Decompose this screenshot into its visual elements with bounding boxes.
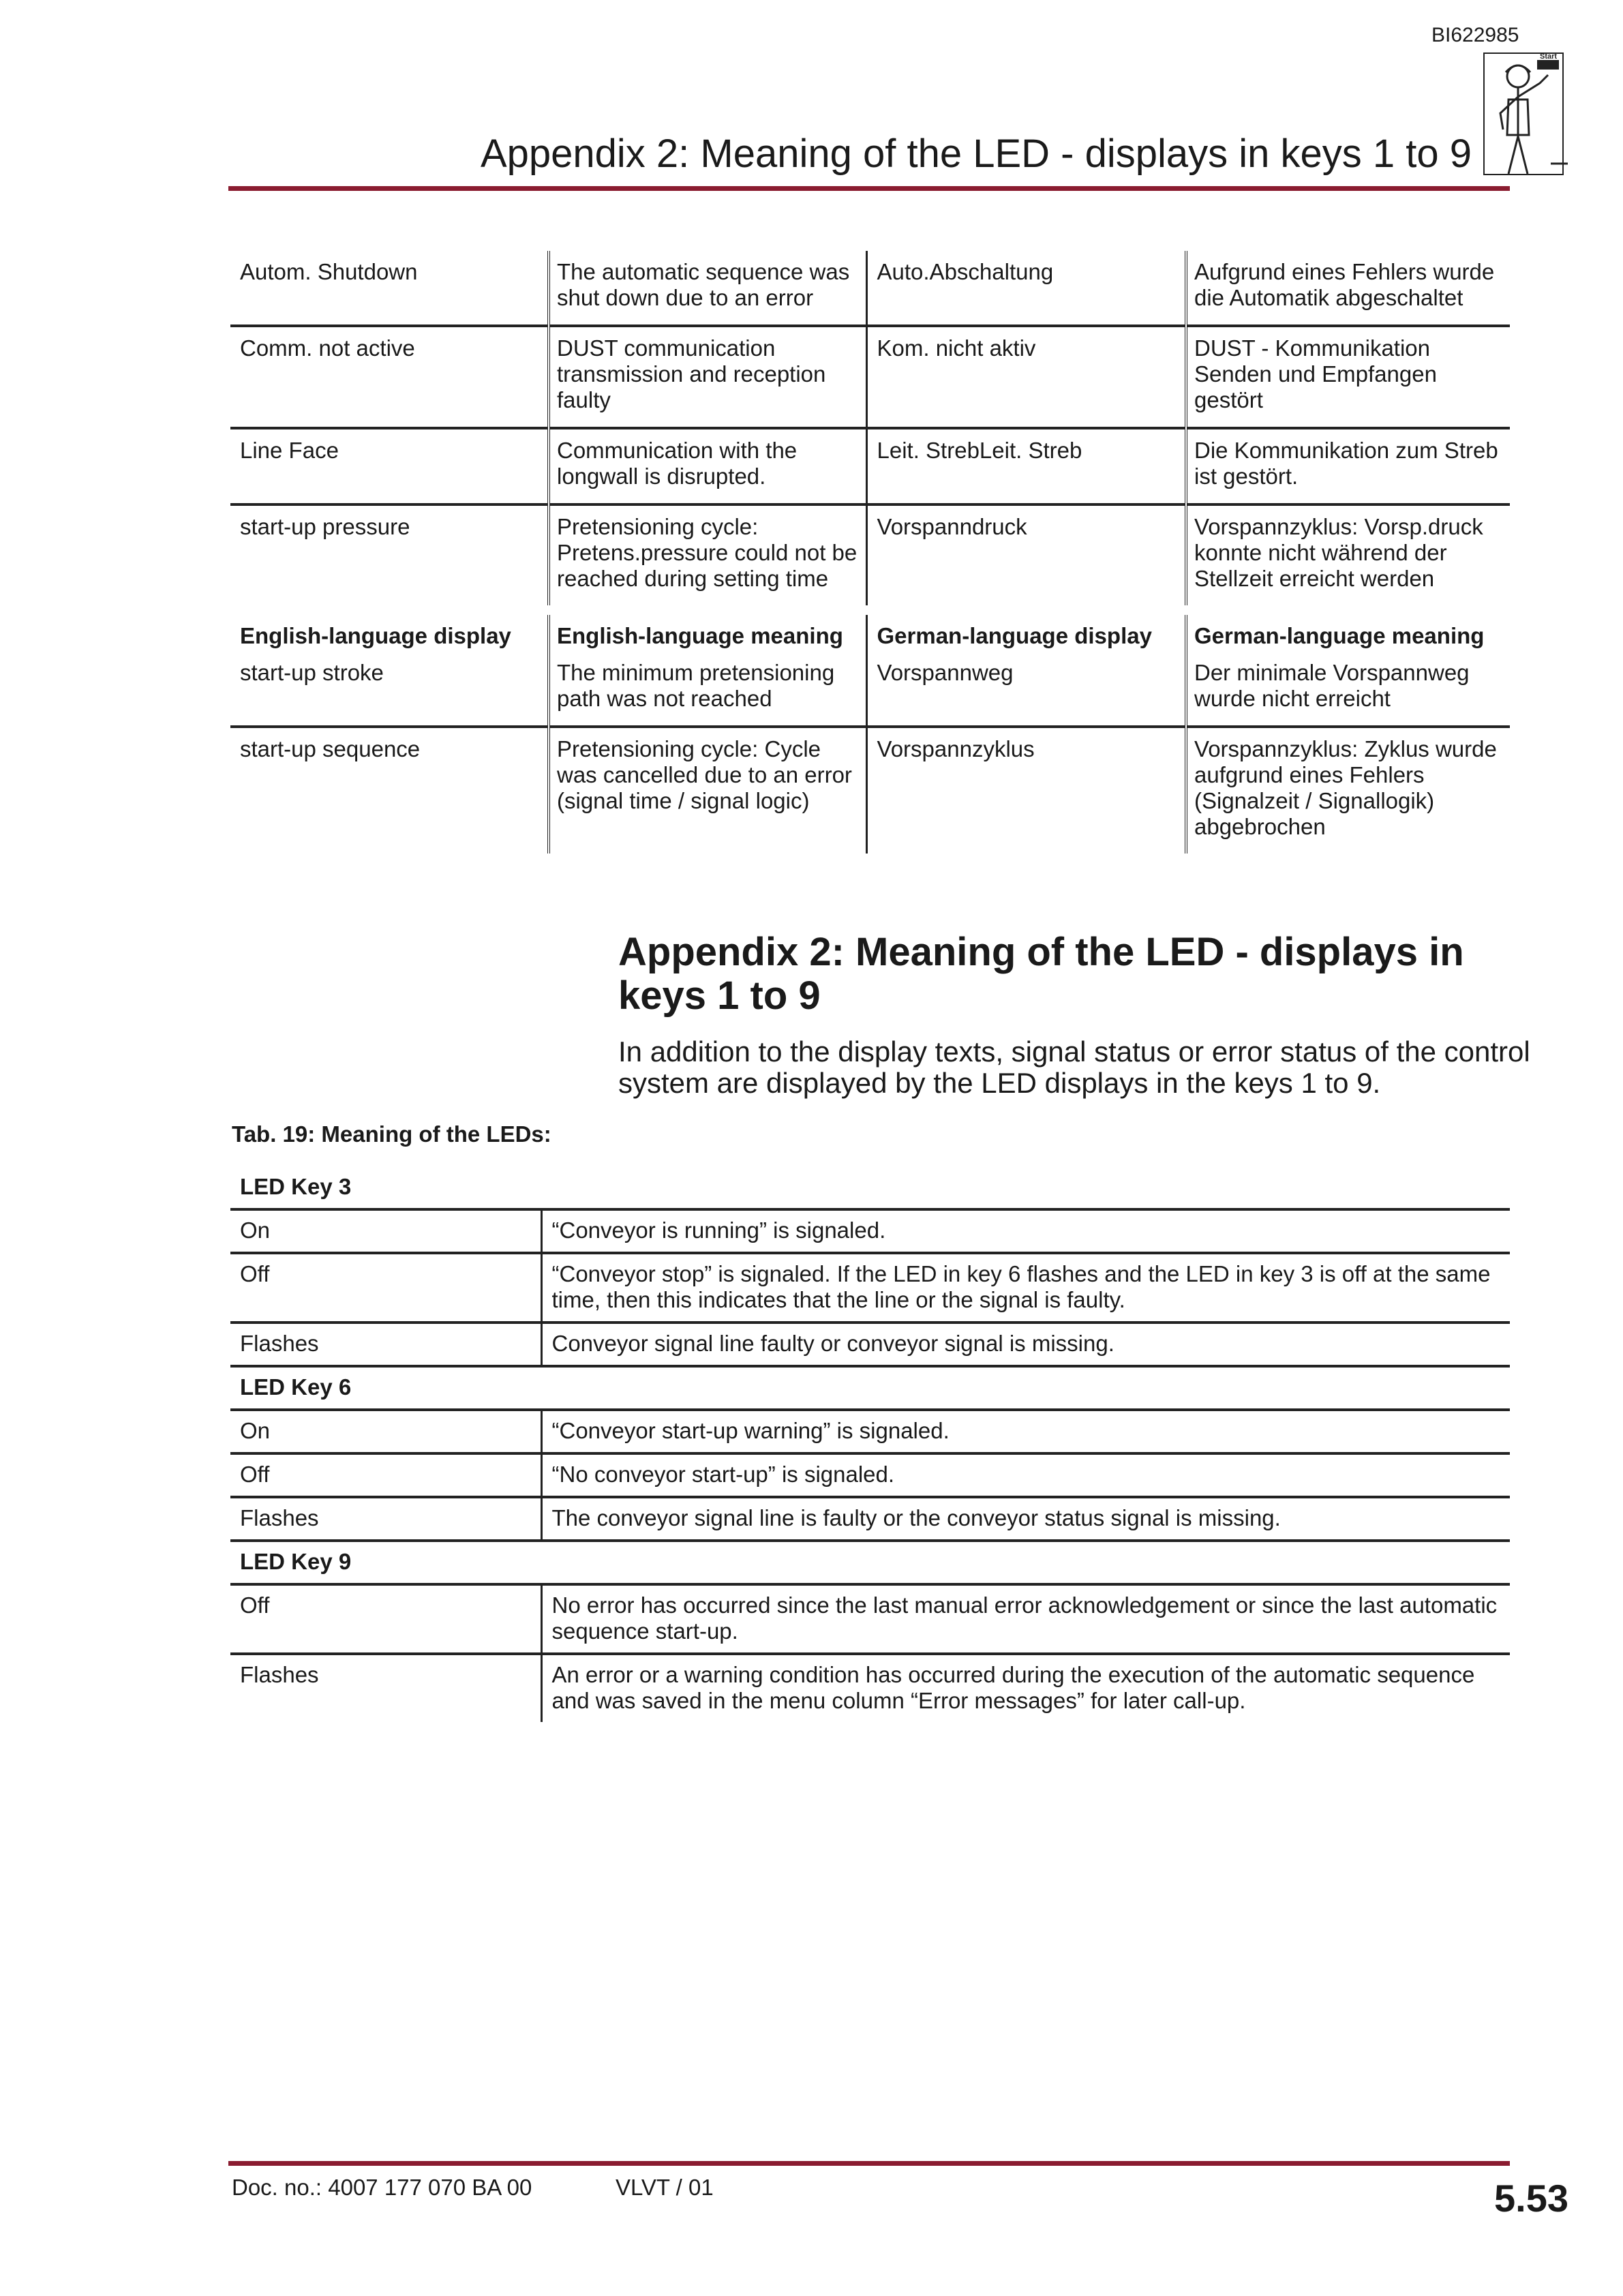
en-meaning-cell: The automatic sequence was shut down due to an error (549, 251, 866, 326)
led-key-label: LED Key 6 (230, 1366, 1510, 1410)
led-state-cell: Off (230, 1253, 541, 1323)
de-meaning-cell: Die Kommunikation zum Streb ist gestört. (1186, 428, 1510, 504)
column-header: German-language meaning (1186, 615, 1510, 652)
en-display-cell: Comm. not active (230, 326, 549, 428)
led-meaning-cell: “Conveyor start-up warning” is signaled. (541, 1410, 1510, 1453)
led-meaning-cell: “Conveyor is running” is signaled. (541, 1209, 1510, 1253)
en-meaning-cell: Communication with the longwall is disrupted. (549, 428, 866, 504)
display-text-table (230, 251, 1510, 854)
led-state-cell: Flashes (230, 1323, 541, 1366)
column-header: English-language meaning (549, 615, 866, 652)
page-header-title: Appendix 2: Meaning of the LED - displays in keys 1 to 9 (480, 132, 1472, 176)
led-meaning-table (230, 1167, 1510, 1722)
de-meaning-cell: Vorspannzyklus: Zyklus wurde aufgrund eines Fehlers (Signalzeit / Signallogik) abgebrochen (1186, 727, 1510, 854)
en-meaning-cell: Pretensioning cycle: Pretens.pressure could not be reached during setting time (549, 504, 866, 605)
led-key-group-row (230, 1366, 1510, 1410)
column-header: English-language display (240, 623, 511, 648)
led-state-cell: On (230, 1209, 541, 1253)
led-meaning-cell: Conveyor signal line faulty or conveyor signal is missing. (541, 1323, 1510, 1366)
de-display-cell: Vorspannzyklus (866, 727, 1186, 854)
en-meaning-cell: DUST communication transmission and reception faulty (549, 326, 866, 428)
table-row (230, 1453, 1510, 1497)
led-meaning-cell: An error or a warning condition has occurred during the execution of the automatic sequence and was saved in the menu column “Error messages” for later call-up. (541, 1654, 1510, 1722)
led-key-label: LED Key 9 (230, 1541, 1510, 1584)
led-state-cell: Flashes (240, 1662, 319, 1687)
de-display-cell: Vorspanndruck (866, 504, 1186, 605)
table-row (230, 1654, 1510, 1722)
footer-rule (228, 2161, 1510, 2166)
table-row (230, 652, 1510, 727)
table-row (230, 326, 1510, 428)
led-meaning-cell: The conveyor signal line is faulty or the conveyor status signal is missing. (541, 1497, 1510, 1541)
en-meaning-cell: The minimum pretensioning path was not reached (549, 652, 866, 727)
de-display-cell: Kom. nicht aktiv (866, 326, 1186, 428)
section-intro: In addition to the display texts, signal status or error status of the control system are displayed by the LED displays in the keys 1 to 9. (618, 1036, 1530, 1099)
led-meaning-cell: “No conveyor start-up” is signaled. (541, 1453, 1510, 1497)
de-meaning-cell: Der minimale Vorspannweg wurde nicht erreicht (1186, 652, 1510, 727)
led-meaning-cell: No error has occurred since the last manual error acknowledgement or since the last automatic sequence start-up. (541, 1584, 1510, 1654)
de-display-cell: Auto.Abschaltung (866, 251, 1186, 326)
table-row (230, 1253, 1510, 1323)
table-row (230, 1323, 1510, 1366)
table-row (230, 727, 1510, 854)
led-key-group-row (230, 1167, 1510, 1209)
page-number: 5.53 (1494, 2177, 1568, 2220)
en-display-cell: start-up stroke (230, 652, 549, 727)
header-rule (228, 186, 1510, 191)
document-id: BI622985 (1431, 24, 1519, 46)
table-header-row (230, 615, 1510, 652)
table-row (230, 1410, 1510, 1453)
de-display-cell: Leit. StrebLeit. Streb (866, 428, 1186, 504)
led-state-cell: Off (230, 1453, 541, 1497)
de-display-cell: Vorspannweg (866, 652, 1186, 727)
en-display-cell: start-up sequence (240, 736, 421, 761)
start-figure-icon (1483, 48, 1568, 184)
led-key-group-row (230, 1541, 1510, 1584)
led-state-cell: On (230, 1410, 541, 1453)
en-display-cell: Autom. Shutdown (230, 251, 549, 326)
de-meaning-cell: Aufgrund eines Fehlers wurde die Automatik abgeschaltet (1186, 251, 1510, 326)
en-display-cell: Line Face (230, 428, 549, 504)
de-meaning-cell: DUST - Kommunikation Senden und Empfangen gestört (1186, 326, 1510, 428)
section-heading: Appendix 2: Meaning of the LED - displays in keys 1 to 9 (618, 930, 1464, 1018)
table-row (230, 504, 1510, 605)
logo-label: Start (1540, 52, 1558, 61)
led-state-cell: Off (230, 1584, 541, 1654)
en-meaning-cell: Pretensioning cycle: Cycle was cancelled due to an error (signal time / signal logic) (549, 727, 866, 854)
footer-doc-number: Doc. no.: 4007 177 070 BA 00 (232, 2175, 532, 2200)
led-key-label: LED Key 3 (230, 1167, 1510, 1209)
led-state-cell: Flashes (230, 1497, 541, 1541)
table-row (230, 1584, 1510, 1654)
table-row (230, 1209, 1510, 1253)
table-row (230, 428, 1510, 504)
footer-version: VLVT / 01 (616, 2175, 714, 2200)
table-row (230, 251, 1510, 326)
table-caption: Tab. 19: Meaning of the LEDs: (232, 1121, 551, 1147)
en-display-cell: start-up pressure (240, 514, 410, 539)
de-meaning-cell: Vorspannzyklus: Vorsp.druck konnte nicht während der Stellzeit erreicht werden (1186, 504, 1510, 605)
table-row (230, 1497, 1510, 1541)
column-header: German-language display (866, 615, 1186, 652)
led-meaning-cell: “Conveyor stop” is signaled. If the LED in key 6 flashes and the LED in key 3 is off at the same time, then this indicates that the line or the signal is faulty. (541, 1253, 1510, 1323)
